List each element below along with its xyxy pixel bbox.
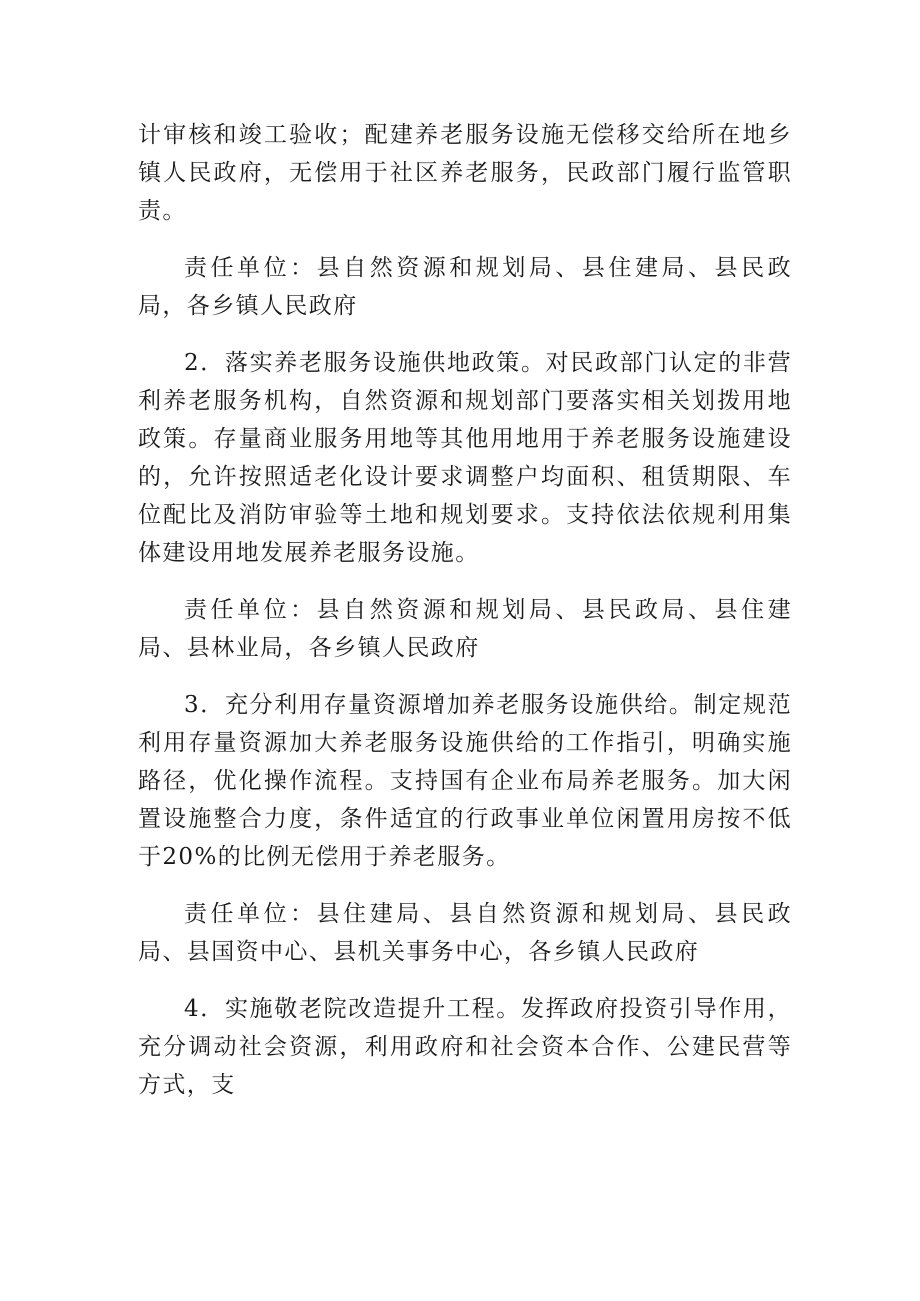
body-paragraph-continued: 计审核和竣工验收；配建养老服务设施无偿移交给所在地乡镇人民政府，无偿用于社区养老服务，民政部门履行监管职责。 [138, 122, 792, 224]
responsibility-units-paragraph: 责任单位：县住建局、县自然资源和规划局、县民政局、县国资中心、县机关事务中心，各乡镇人民政府 [138, 901, 792, 965]
document-page [138, 116, 792, 1104]
item-4-paragraph: 4．实施敬老院改造提升工程。发挥政府投资引导作用，充分调动社会资源，利用政府和社会资本合作、公建民营等方式，支 [138, 996, 792, 1098]
responsibility-units-paragraph: 责任单位：县自然资源和规划局、县住建局、县民政局，各乡镇人民政府 [138, 255, 792, 319]
item-3-paragraph: 3．充分利用存量资源增加养老服务设施供给。制定规范利用存量资源加大养老服务设施供给的工作指引，明确实施路径，优化操作流程。支持国有企业布局养老服务。加大闲置设施整合力度，条件适宜的行政事业单位闲置用房按不低于20%的比例无偿用于养老服务。 [138, 692, 792, 870]
responsibility-units-paragraph: 责任单位：县自然资源和规划局、县民政局、县住建局、县林业局，各乡镇人民政府 [138, 597, 792, 661]
item-2-paragraph: 2．落实养老服务设施供地政策。对民政部门认定的非营利养老服务机构，自然资源和规划部门要落实相关划拨用地政策。存量商业服务用地等其他用地用于养老服务设施建设的，允许按照适老化设计要求调整户均面积、租赁期限、车位配比及消防审验等土地和规划要求。支持依法依规利用集体建设用地发展养老服务设施。 [138, 350, 792, 566]
